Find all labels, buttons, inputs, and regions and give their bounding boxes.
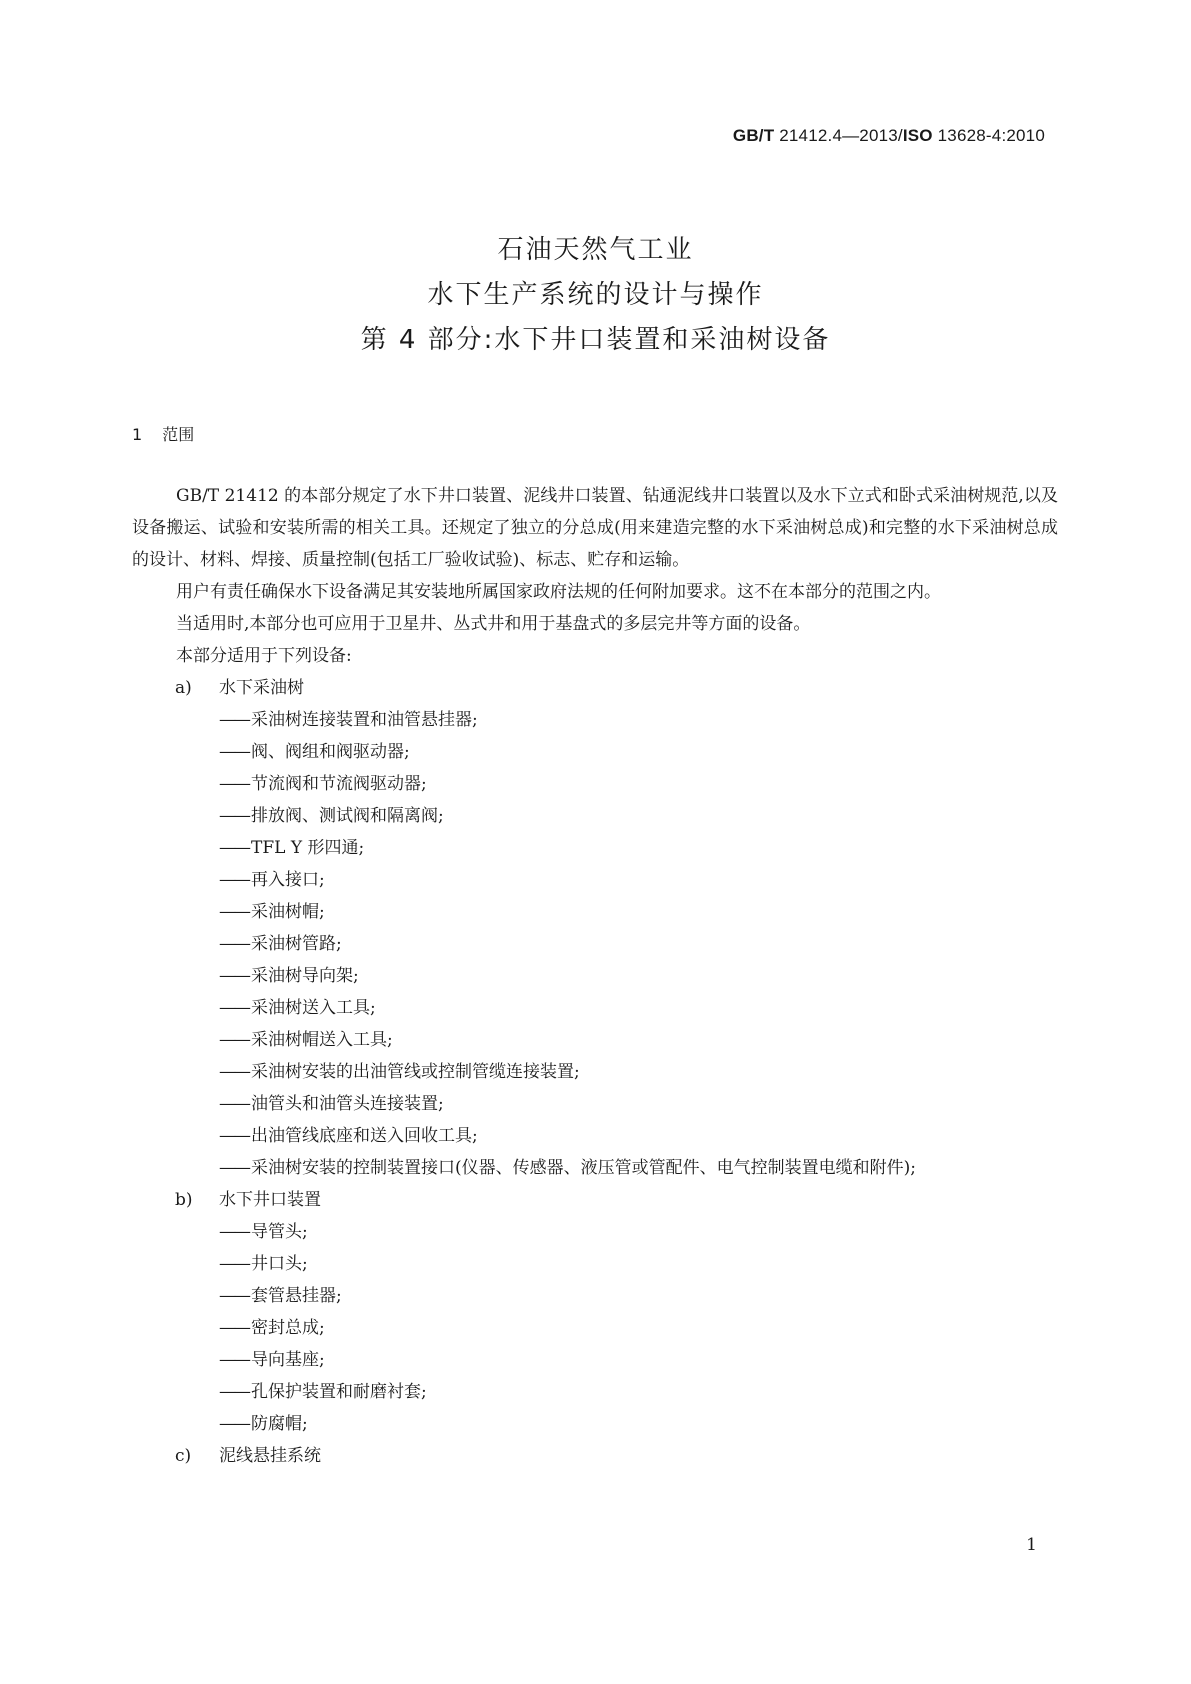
- paragraph-user-responsibility: 用户有责任确保水下设备满足其安装地所属国家政府法规的任何附加要求。这不在本部分的范围之内。: [176, 582, 941, 602]
- list-item: —— 阀、阀组和阀驱动器;: [219, 742, 410, 762]
- document-title: [0, 228, 1191, 363]
- list-c-title: 泥线悬挂系统: [219, 1446, 321, 1466]
- list-item: —— 采油树安装的出油管线或控制管缆连接装置;: [219, 1062, 580, 1082]
- page-number: 1: [1026, 1535, 1037, 1555]
- list-b-heading: [132, 1184, 1058, 1216]
- list-c-label: c): [175, 1446, 192, 1466]
- list-item: —— 采油树安装的控制装置接口(仪器、传感器、液压管或管配件、电气控制装置电缆和附件);: [219, 1158, 916, 1178]
- standard-number: [733, 126, 1045, 146]
- iso-number: 13628-4:2010: [932, 126, 1045, 145]
- list-a-title: 水下采油树: [219, 678, 304, 698]
- em-dash: ——: [219, 998, 249, 1018]
- gb-number: 21412.4—2013/: [774, 126, 903, 145]
- list-item: —— 防腐帽;: [219, 1414, 308, 1434]
- title-line-3: 第 4 部分:水下井口装置和采油树设备: [360, 325, 831, 355]
- list-item: —— 孔保护装置和耐磨衬套;: [219, 1382, 427, 1402]
- iso-prefix: ISO: [902, 126, 933, 145]
- list-item: —— 导管头;: [219, 1222, 308, 1242]
- list-item: —— 采油树连接装置和油管悬挂器;: [219, 710, 478, 730]
- title-line-2: 水下生产系统的设计与操作: [427, 280, 764, 310]
- em-dash: ——: [219, 806, 249, 826]
- section-title: 范围: [162, 425, 195, 444]
- paragraph-scope: GB/T 21412 的本部分规定了水下井口装置、泥线井口装置、钻通泥线井口装置以及水下立式和卧式采油树规范,以及设备搬运、试验和安装所需的相关工具。还规定了独立的分总成(用来建造完整的水下采油树总成)和完整的水下采油树总成的设计、材料、焊接、质量控制(包括工厂验收试验)、标志、贮存和运输。: [132, 486, 1058, 570]
- body-text: [132, 480, 1058, 1472]
- list-a-heading: [132, 672, 1058, 704]
- em-dash: ——: [219, 1158, 249, 1178]
- list-item: —— 导向基座;: [219, 1350, 325, 1370]
- list-item: —— 节流阀和节流阀驱动器;: [219, 774, 427, 794]
- em-dash: ——: [219, 1126, 249, 1146]
- em-dash: ——: [219, 902, 249, 922]
- paragraph-equipment-intro: 本部分适用于下列设备:: [176, 646, 352, 666]
- paragraph-applicability: 当适用时,本部分也可应用于卫星井、丛式井和用于基盘式的多层完井等方面的设备。: [176, 614, 811, 634]
- list-item: —— 排放阀、测试阀和隔离阀;: [219, 806, 444, 826]
- em-dash: ——: [219, 1030, 249, 1050]
- list-item: —— 油管头和油管头连接装置;: [219, 1094, 444, 1114]
- list-c-heading: [132, 1440, 1058, 1472]
- em-dash: ——: [219, 1318, 249, 1338]
- em-dash: ——: [219, 870, 249, 890]
- list-item: —— 采油树送入工具;: [219, 998, 376, 1018]
- em-dash: ——: [219, 1414, 249, 1434]
- em-dash: ——: [219, 1286, 249, 1306]
- list-b-label: b): [175, 1190, 193, 1210]
- list-item: —— 采油树帽送入工具;: [219, 1030, 393, 1050]
- list-item: —— 采油树管路;: [219, 934, 342, 954]
- em-dash: ——: [219, 966, 249, 986]
- em-dash: ——: [219, 774, 249, 794]
- em-dash: ——: [219, 1350, 249, 1370]
- em-dash: ——: [219, 934, 249, 954]
- em-dash: ——: [219, 1062, 249, 1082]
- list-item: —— 采油树帽;: [219, 902, 325, 922]
- list-item: —— 采油树导向架;: [219, 966, 359, 986]
- list-item: —— 出油管线底座和送入回收工具;: [219, 1126, 478, 1146]
- em-dash: ——: [219, 1222, 249, 1242]
- list-item: —— 套管悬挂器;: [219, 1286, 342, 1306]
- em-dash: ——: [219, 1254, 249, 1274]
- list-item: —— 井口头;: [219, 1254, 308, 1274]
- list-b-title: 水下井口装置: [219, 1190, 321, 1210]
- em-dash: ——: [219, 838, 249, 858]
- em-dash: ——: [219, 710, 249, 730]
- em-dash: ——: [219, 1094, 249, 1114]
- section-heading: [132, 422, 194, 445]
- title-line-1: 石油天然气工业: [497, 235, 694, 265]
- section-number: 1: [132, 425, 143, 444]
- list-item: —— TFL Y 形四通;: [219, 838, 365, 858]
- list-item: —— 密封总成;: [219, 1318, 325, 1338]
- gb-prefix: GB/T: [732, 126, 775, 145]
- em-dash: ——: [219, 1382, 249, 1402]
- list-a-label: a): [175, 678, 192, 698]
- list-item: —— 再入接口;: [219, 870, 325, 890]
- em-dash: ——: [219, 742, 249, 762]
